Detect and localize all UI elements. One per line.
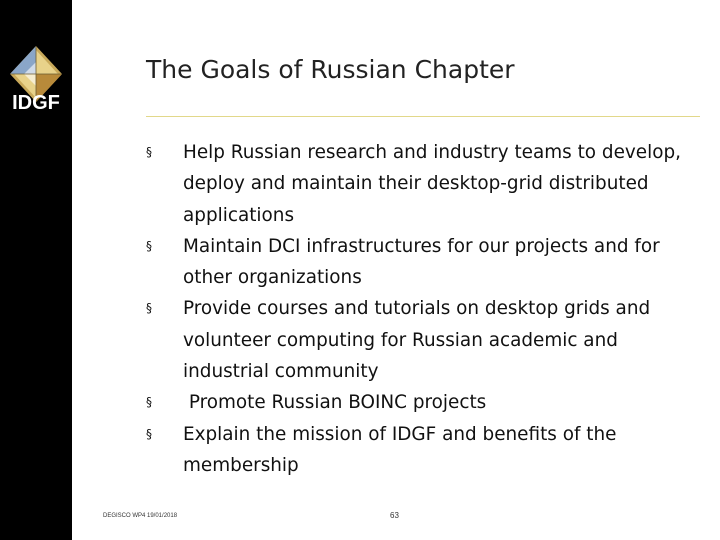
page-number: 63 <box>390 511 399 520</box>
bullet-line: membership <box>183 454 299 476</box>
slide-title: The Goals of Russian Chapter <box>146 55 515 84</box>
title-divider <box>146 116 700 117</box>
bullet-item <box>146 137 720 231</box>
bullet-marker-icon: § <box>146 395 152 410</box>
logo-text: IDGF <box>12 92 60 114</box>
bullet-item <box>146 231 720 294</box>
bullet-line: Help Russian research and industry teams to develop, <box>183 142 681 163</box>
bullet-line: Promote Russian BOINC projects <box>183 392 487 414</box>
bullet-line: industrial community <box>183 361 379 383</box>
bullet-marker-icon: § <box>146 238 152 253</box>
bullet-line: other organizations <box>183 267 362 289</box>
bullet-line: Provide courses and tutorials on desktop grids and <box>183 298 651 320</box>
bullet-line: Explain the mission of IDGF and benefits of the <box>183 423 617 445</box>
bullet-marker-icon: § <box>146 426 152 441</box>
bullet-item <box>146 419 720 482</box>
bullet-marker-icon: § <box>146 301 152 316</box>
bullet-line: deploy and maintain their desktop-grid distributed <box>183 173 649 195</box>
bullet-item <box>146 293 720 387</box>
bullet-line: volunteer computing for Russian academic and <box>183 329 618 351</box>
bullet-list <box>146 137 720 481</box>
footer-text: DEGISCO WP4 19/01/2018 <box>103 513 178 519</box>
bullet-line: Maintain DCI infrastructures for our projects and for <box>183 235 660 257</box>
bullet-item <box>146 387 720 418</box>
bullet-line: applications <box>183 204 295 226</box>
bullet-marker-icon: § <box>146 145 152 159</box>
